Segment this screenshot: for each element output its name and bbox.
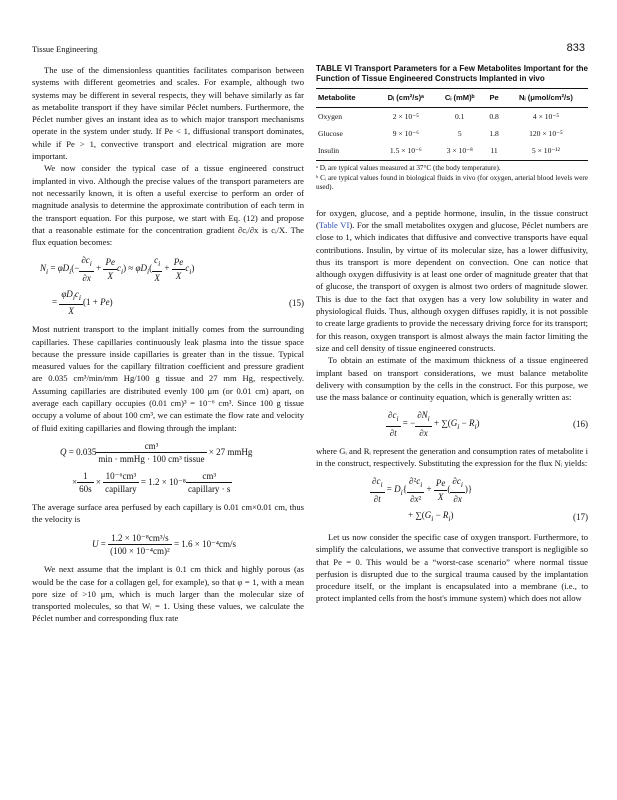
left-column bbox=[32, 64, 304, 625]
paragraph: We now consider the typical case of a tissue engineered construct implanted in vivo. Although the precise values of the transport parameters are not necessarily known, it is often a useful exercise to perform an order of magnitude analysis to determine the approximate contribution of each term in the transport equation. For this purpose, we start with Eq. (12) and propose that a reasonable estimate for the concentration gradient ∂cᵢ/∂x is cᵢ/X. The flux equation becomes: bbox=[32, 163, 304, 248]
table-cell: 1.8 bbox=[489, 129, 499, 139]
paragraph: We next assume that the implant is 0.1 cm thick and highly porous (as would be the case for a collagen gel, for example), so that φ = 1, with a mean pore size of >10 μm, which is much larger than the molecular size of transported molecules, so that Wᵢ = 1. Using these values, we calculate the Péclet number and corresponding flux rate bbox=[32, 564, 304, 624]
table-cell: 4 × 10⁻⁵ bbox=[532, 111, 560, 121]
paragraph: The average surface area perfused by each capillary is 0.01 cm×0.01 cm, thus the velocity is bbox=[32, 502, 304, 525]
paragraph: The use of the dimensionless quantities facilitates comparison between systems with different geometries and scales. For example, although two systems may be different in several respects, they will behave similarly as far as metabolite transport if they have similar Péclet numbers. Furthermore, the Péclet number gives an instant idea as to which major transport mechanisms operate in the system under study. If Pe < 1, diffusional transport dominates, while if Pe > 1, convective transport and electrical migration are more important. bbox=[32, 65, 304, 162]
table-row bbox=[316, 143, 588, 161]
paragraph: Most nutrient transport to the implant initially comes from the surrounding capillaries. These capillaries continuously leak plasma into the tissue space because the pressure inside capillaries is greater than in the tissue. Typical measured values for the capillary filtration coefficient and pressure gradient are 0.035 cm³/min/mm Hg/100 g tissue and 27 mm Hg, respectively. Assuming capillaries are distributed evenly 100 μm (or 0.01 cm) apart, on average each capillary occupies (0.01 cm)³ = 10⁻⁶ cm³. Since 100 g tissue occupy a volume of about 100 cm³, we can estimate the flow rate and velocity of fluid exiting capillaries and flowing through the implant: bbox=[32, 324, 304, 433]
table-caption: TABLE VI Transport Parameters for a Few Metabolites Important for the Function of Tissue Engineered Constructs Implanted in vivo bbox=[316, 64, 588, 83]
column-header: Dᵢ (cm²/s)ᵃ bbox=[376, 89, 435, 108]
table-cell: 120 × 10⁻⁵ bbox=[529, 129, 563, 139]
table-cell: Insulin bbox=[316, 143, 376, 161]
table-cell: 2 × 10⁻⁵ bbox=[392, 111, 419, 121]
equation-16: $\frac{\partial c_i}{\partial t}$ = − $\frac{\partial N_i}{\partial x}$ + $\sum(G_i - R_i)$ (16) bbox=[388, 410, 588, 438]
table-link[interactable]: Table VI bbox=[318, 219, 350, 230]
table-cell: 0.8 bbox=[489, 111, 499, 121]
paragraph: Let us now consider the specific case of oxygen transport. Furthermore, to simplify the calculations, we assume that convective transport is negligible so that Pe = 0. This would be a “worst-case scenario” where normal tissue perfusion is disrupted due to the surgical trauma caused by the implantation procedure itself, or the implant is encapsulated into a membrane (i.e., to protect implanted cells from the host's immune system) which does not allow bbox=[316, 531, 588, 604]
table-footnote: ᵃ Dᵢ are typical values measured at 37°C (the body temperature). bbox=[316, 164, 501, 173]
table-cell: 1.5 × 10⁻⁶ bbox=[376, 143, 435, 161]
table-row bbox=[316, 108, 588, 126]
equation-17: $\frac{\partial c_i}{\partial t}$ = $D_i${ $\frac{\partial^2c_i}{\text{∂x²}}$ + $\frac{Pe}{X}$ ( $\frac{\partial c_i}{\partial x}$ )} + $\sum(G_i - R_i)$ (17) bbox=[372, 476, 588, 523]
paragraph bbox=[316, 207, 588, 355]
page-number: 833 bbox=[566, 42, 585, 54]
table-footnote: ᵇ Cᵢ are typical values found in biological fluids in vivo (for oxygen, arterial blood levels were used). bbox=[316, 173, 588, 192]
table-cell: 11 bbox=[484, 143, 504, 161]
table-cell: 3 × 10⁻⁸ bbox=[435, 143, 484, 161]
table-cell: 5 bbox=[457, 129, 462, 139]
paragraph-text: ). For the small metabolites oxygen and glucose, Péclet numbers are close to 1, which indicates that diffusive and convective transports have equal contributions. Insulin, by virtue of its molecular size, has a lower diffusivity, thus its transport is more dependent on convection. One can notice that although oxygen diffusivity is at least one order of magnitude greater that that of glucose, the transport of oxygen is almost two orders of magnitude slower. This is due to the fact that oxygen has a very low solubility in water and physiological fluids. Thus, although oxygen diffuses rapidly, it is not possible to create large gradients to provide the necessary driving force for its transport; for this reason, oxygen transport is almost always the main factor limiting the size and cell density of tissue engineered constructs. bbox=[316, 219, 589, 353]
transport-parameters-table bbox=[316, 88, 588, 161]
column-header: Cᵢ (mM)ᵇ bbox=[435, 89, 484, 108]
table-cell: 9 × 10⁻⁶ bbox=[392, 129, 419, 139]
running-title: Tissue Engineering bbox=[32, 44, 98, 54]
equation-number: (15) bbox=[289, 297, 304, 308]
table-header-row bbox=[316, 89, 588, 108]
column-header: Pe bbox=[484, 89, 504, 108]
column-header: Metabolite bbox=[316, 89, 376, 108]
table-cell: 5 × 10⁻¹² bbox=[504, 143, 588, 161]
table-cell: 0.1 bbox=[454, 111, 465, 121]
table-cell: Oxygen bbox=[318, 111, 343, 121]
table-cell: Glucose bbox=[318, 129, 343, 139]
equation-15: $N_i = \varphi D_i(-$ $\frac{\partial c_i}{\partial x}$ + $\frac{Pe}{X}$ $c_i) \approx \varphi D_i$( $\frac{c_i}{X}$ + $\frac{Pe}{X}$ $c_i$) = $\frac{\varphi D_ic_i}{X}$ (1 + Pe) (15) bbox=[40, 255, 304, 316]
equation-number: (17) bbox=[573, 511, 588, 522]
equation-velocity: U = $\frac{\text{1.2 × 10⁻⁸cm³/s}}{\text{(100 × 10⁻⁴cm)²}}$ = 1.6 × 10⁻⁴cm/s bbox=[92, 532, 237, 556]
right-column bbox=[316, 64, 588, 605]
table-row bbox=[316, 126, 588, 143]
paragraph: To obtain an estimate of the maximum thickness of a tissue engineered implant based on transport considerations, we must balance metabolite delivery with consumption by the cells in the construct. For this purpose, we use the mass balance or continuity equation, which is generally written as: bbox=[316, 355, 588, 403]
paragraph-text: for oxygen, glucose, and a peptide hormone, insulin, in the tissue construct ( bbox=[316, 207, 588, 230]
equation-flow-rate: Q = 0.035 $\frac{\text{cm³}}{\text{min · mmHg · 100 cm³ tissue}}$ × 27 mmHg × $\frac{1}{60s}$ × $\frac{\text{10⁻⁶cm³}}{\text{capillary}}$ = 1.2 × 10⁻⁸ $\frac{\text{cm³}}{\text{capillary · s}}$ bbox=[60, 440, 253, 494]
equation-number: (16) bbox=[573, 418, 588, 429]
paragraph: where Gᵢ and Rᵢ represent the generation and consumption rates of metabolite i in the construct, respectively. Substituting the expression for the flux Nᵢ yields: bbox=[316, 445, 588, 469]
column-header: Nᵢ (μmol/cm²/s) bbox=[504, 89, 588, 108]
